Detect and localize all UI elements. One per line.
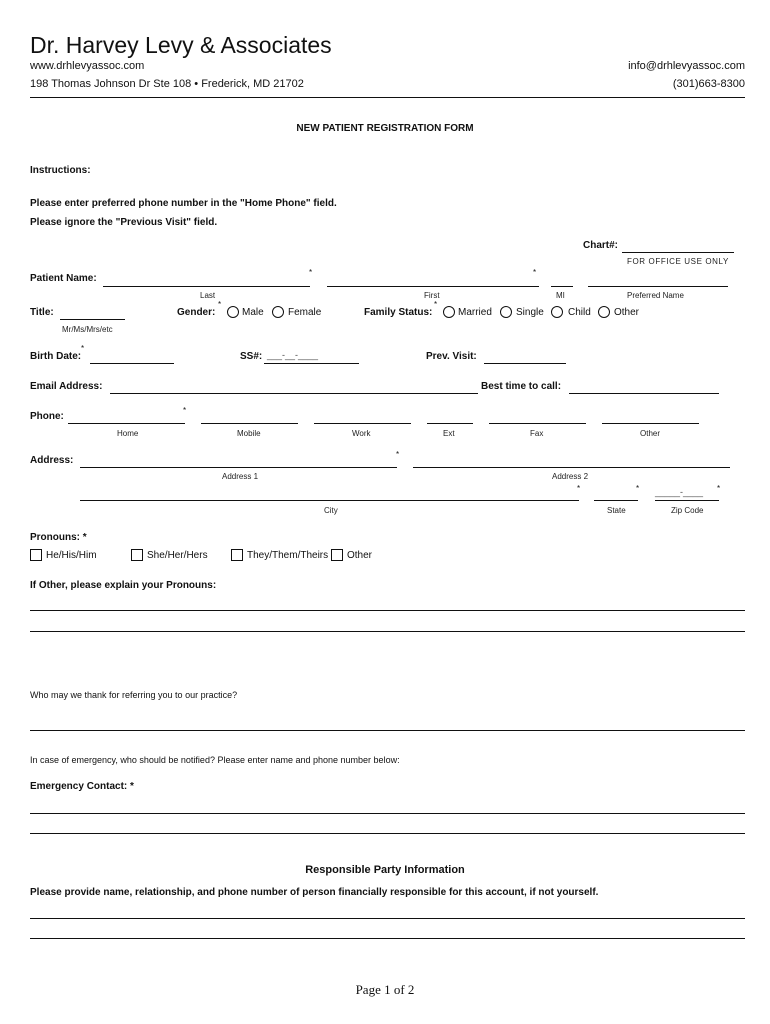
patient-name-label: Patient Name: xyxy=(30,273,97,284)
city-field[interactable] xyxy=(80,500,579,501)
ext-field[interactable] xyxy=(427,423,473,424)
state-sublabel: State xyxy=(607,506,626,515)
address-1-field[interactable] xyxy=(80,467,397,468)
ssn-mask: ___-__-____ xyxy=(267,350,319,360)
prev-visit-label: Prev. Visit: xyxy=(426,351,477,362)
title-hint: Mr/Ms/Mrs/etc xyxy=(62,325,113,334)
instructions-label: Instructions: xyxy=(30,165,91,176)
gender-label: Gender: xyxy=(177,307,216,318)
fax-field[interactable] xyxy=(489,423,586,424)
gender-male-radio[interactable] xyxy=(227,306,239,318)
responsible-party-line-2[interactable] xyxy=(30,938,745,939)
last-name-field[interactable] xyxy=(103,286,310,287)
pronoun-other-label: Other xyxy=(347,550,373,561)
pronoun-he-checkbox[interactable] xyxy=(30,549,42,561)
chart-label: Chart#: xyxy=(583,240,619,251)
practice-phone: (301)663-8300 xyxy=(672,78,745,90)
zip-sublabel: Zip Code xyxy=(671,506,704,515)
pronoun-he-label: He/His/Him xyxy=(46,550,97,561)
prev-visit-field[interactable] xyxy=(484,363,566,364)
pronoun-they-label: They/Them/Theirs xyxy=(247,550,329,561)
family-status-other-label: Other xyxy=(614,307,640,318)
best-time-field[interactable] xyxy=(569,393,719,394)
referral-question: Who may we thank for referring you to our practice? xyxy=(30,690,238,700)
family-status-single-label: Single xyxy=(516,307,544,318)
address-2-field[interactable] xyxy=(413,467,730,468)
page-indicator: Page 1 of 2 xyxy=(355,982,415,997)
emergency-contact-line-1[interactable] xyxy=(30,813,745,814)
home-phone-sublabel: Home xyxy=(117,429,139,438)
title-field[interactable] xyxy=(60,319,125,320)
best-time-label: Best time to call: xyxy=(481,381,562,392)
chart-field[interactable] xyxy=(622,252,734,253)
required-marker: * xyxy=(309,268,313,277)
required-marker: * xyxy=(717,484,721,493)
preferred-name-field[interactable] xyxy=(588,286,728,287)
emergency-question: In case of emergency, who should be notified? Please enter name and phone number below: xyxy=(30,755,400,765)
ssn-label: SS#: xyxy=(240,351,263,362)
ext-sublabel: Ext xyxy=(443,429,455,438)
pronoun-she-checkbox[interactable] xyxy=(131,549,143,561)
gender-female-label: Female xyxy=(288,307,322,318)
email-label: Email Address: xyxy=(30,381,103,392)
required-marker: * xyxy=(434,300,438,309)
phone-label: Phone: xyxy=(30,411,64,422)
family-status-married-label: Married xyxy=(458,307,492,318)
address-label: Address: xyxy=(30,455,74,466)
email-field[interactable] xyxy=(110,393,478,394)
title-label: Title: xyxy=(30,307,54,318)
family-status-label: Family Status: xyxy=(364,307,433,318)
birth-date-label: Birth Date: xyxy=(30,351,82,362)
instruction-1: Please enter preferred phone number in the "Home Phone" field. xyxy=(30,198,337,209)
mobile-phone-field[interactable] xyxy=(201,423,298,424)
referral-field[interactable] xyxy=(30,730,745,731)
birth-date-field[interactable] xyxy=(90,363,174,364)
other-phone-field[interactable] xyxy=(602,423,699,424)
other-phone-sublabel: Other xyxy=(640,429,661,438)
required-marker: * xyxy=(218,300,222,309)
required-marker: * xyxy=(183,406,187,415)
responsible-party-instruction: Please provide name, relationship, and phone number of person financially responsible for this account, if not yourself. xyxy=(30,887,599,898)
office-use-note: FOR OFFICE USE ONLY xyxy=(627,257,729,266)
pronouns-other-label: If Other, please explain your Pronouns: xyxy=(30,580,217,591)
responsible-party-heading: Responsible Party Information xyxy=(305,864,465,876)
family-status-child-label: Child xyxy=(568,307,591,318)
pronouns-explain-line-1[interactable] xyxy=(30,610,745,611)
practice-email[interactable]: info@drhlevyassoc.com xyxy=(628,60,745,72)
address-1-sublabel: Address 1 xyxy=(222,472,259,481)
form-title: NEW PATIENT REGISTRATION FORM xyxy=(296,123,474,134)
city-sublabel: City xyxy=(324,506,338,515)
pronoun-other-checkbox[interactable] xyxy=(331,549,343,561)
emergency-contact-line-2[interactable] xyxy=(30,833,745,834)
address-2-sublabel: Address 2 xyxy=(552,472,589,481)
fax-sublabel: Fax xyxy=(530,429,544,438)
last-name-sublabel: Last xyxy=(200,291,216,300)
emergency-contact-label: Emergency Contact: * xyxy=(30,781,134,792)
ssn-field[interactable] xyxy=(264,363,359,364)
state-field[interactable] xyxy=(594,500,638,501)
family-status-other-radio[interactable] xyxy=(598,306,610,318)
pronoun-they-checkbox[interactable] xyxy=(231,549,243,561)
responsible-party-line-1[interactable] xyxy=(30,918,745,919)
practice-name: Dr. Harvey Levy & Associates xyxy=(30,32,332,58)
pronouns-explain-line-2[interactable] xyxy=(30,631,745,632)
instruction-2: Please ignore the "Previous Visit" field. xyxy=(30,217,218,228)
required-marker: * xyxy=(577,484,581,493)
family-status-married-radio[interactable] xyxy=(443,306,455,318)
zip-mask: _____-____ xyxy=(655,487,704,497)
preferred-name-sublabel: Preferred Name xyxy=(627,291,684,300)
family-status-single-radio[interactable] xyxy=(500,306,512,318)
home-phone-field[interactable] xyxy=(68,423,185,424)
required-marker: * xyxy=(81,344,85,353)
pronouns-label: Pronouns: * xyxy=(30,532,87,543)
zip-field[interactable] xyxy=(655,500,719,501)
mi-sublabel: MI xyxy=(556,291,565,300)
practice-website[interactable]: www.drhlevyassoc.com xyxy=(30,60,145,72)
gender-female-radio[interactable] xyxy=(272,306,284,318)
work-phone-sublabel: Work xyxy=(352,429,371,438)
mobile-phone-sublabel: Mobile xyxy=(237,429,261,438)
practice-address: 198 Thomas Johnson Dr Ste 108 • Frederick, MD 21702 xyxy=(30,78,304,90)
required-marker: * xyxy=(533,268,537,277)
pronoun-she-label: She/Her/Hers xyxy=(147,550,208,561)
work-phone-field[interactable] xyxy=(314,423,411,424)
family-status-child-radio[interactable] xyxy=(551,306,563,318)
header-divider xyxy=(30,97,745,98)
first-name-field[interactable] xyxy=(327,286,539,287)
required-marker: * xyxy=(636,484,640,493)
middle-initial-field[interactable] xyxy=(551,286,573,287)
first-name-sublabel: First xyxy=(424,291,440,300)
required-marker: * xyxy=(396,450,400,459)
gender-male-label: Male xyxy=(242,307,264,318)
